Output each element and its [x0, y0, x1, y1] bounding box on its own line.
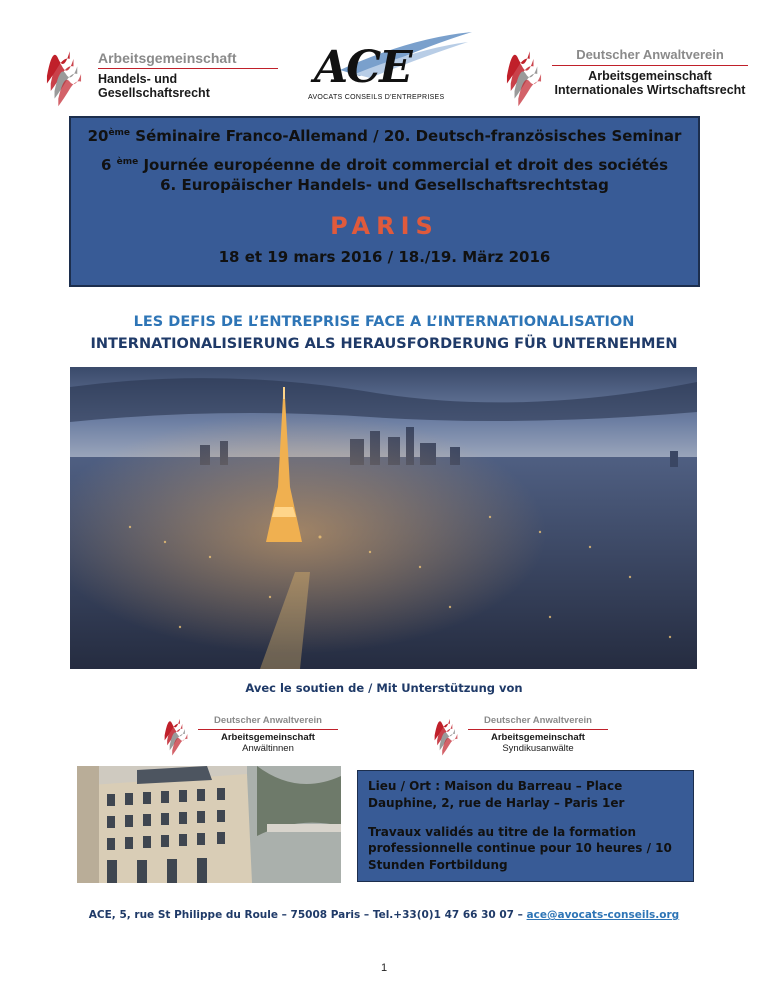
- ace-subtitle: AVOCATS CONSEILS D'ENTREPRISES: [308, 94, 445, 101]
- support-logo1-line2: Anwältinnen: [242, 742, 294, 754]
- support-logo1-top: Deutscher Anwaltverein: [214, 715, 322, 726]
- logo-left: [40, 38, 280, 110]
- logo-left-line: Handels- und Gesellschaftsrecht: [98, 72, 210, 101]
- wave-logo-icon: [500, 38, 548, 110]
- banner-city: PARIS: [330, 211, 439, 240]
- footer-address: ACE, 5, rue St Philippe du Roule – 75008 Paris – Tel.+33(0)1 47 66 30 07 –: [88, 909, 527, 921]
- banner-line3: 6. Europäischer Handels- und Gesellschaftsrechtstag: [160, 176, 609, 195]
- logo-right-top: Deutscher Anwaltverein: [576, 47, 724, 62]
- page-number: 1: [380, 962, 388, 974]
- venue-text: Lieu / Ort : Maison du Barreau – Place Dauphine, 2, rue de Harlay – Paris 1er: [368, 779, 625, 810]
- banner-line1: 20ème Séminaire Franco-Allemand / 20. Deutsch-französisches Seminar: [87, 127, 682, 145]
- info-box: [357, 770, 694, 882]
- footer-email-link[interactable]: ace@avocats-conseils.org: [526, 909, 680, 921]
- wave-logo-icon: [430, 710, 462, 758]
- support-logo2-line2: Syndikusanwälte: [502, 742, 574, 754]
- support-logo2-top: Deutscher Anwaltverein: [484, 715, 592, 726]
- support-label: Avec le soutien de / Mit Unterstützung von: [245, 681, 523, 695]
- wave-logo-icon: [160, 710, 192, 758]
- footer-contact: [0, 909, 768, 921]
- logo-right: [500, 38, 750, 110]
- support-logo1-line1: Arbeitsgemeinschaft: [221, 731, 315, 743]
- logo-right-line2: Internationales Wirtschaftsrecht: [554, 83, 746, 98]
- support-logo-syndikus: [430, 710, 610, 760]
- support-logo-anwaeltinnen: [160, 710, 340, 760]
- paris-night-photo: [70, 367, 697, 669]
- logo-center-ace: [300, 28, 475, 108]
- title-french: LES DEFIS DE L’ENTREPRISE FACE A L’INTERNATIONALISATION: [133, 314, 635, 330]
- training-text: Travaux validés au titre de la formation professionnelle continue pour 10 heures / 10 Stunden Fortbildung: [368, 824, 672, 873]
- logo-right-line1: Arbeitsgemeinschaft: [588, 68, 712, 83]
- support-logo2-line1: Arbeitsgemeinschaft: [491, 731, 585, 743]
- maison-du-barreau-photo: [77, 766, 341, 883]
- ace-acronym: ACE: [314, 42, 411, 93]
- seminar-banner: [69, 116, 700, 287]
- logo-left-top: Arbeitsgemeinschaft: [98, 50, 237, 66]
- title-german: INTERNATIONALISIERUNG ALS HERAUSFORDERUNG FÜR UNTERNEHMEN: [90, 336, 678, 352]
- banner-line2: 6 $^{ème}$ Journée européenne de droit commercial et droit des sociétés 6. Europäischer Handels- und Gesellschaftsrechtstag: [71, 155, 698, 196]
- banner-date: 18 et 19 mars 2016 / 18./19. März 2016: [218, 247, 551, 266]
- wave-logo-icon: [40, 38, 88, 110]
